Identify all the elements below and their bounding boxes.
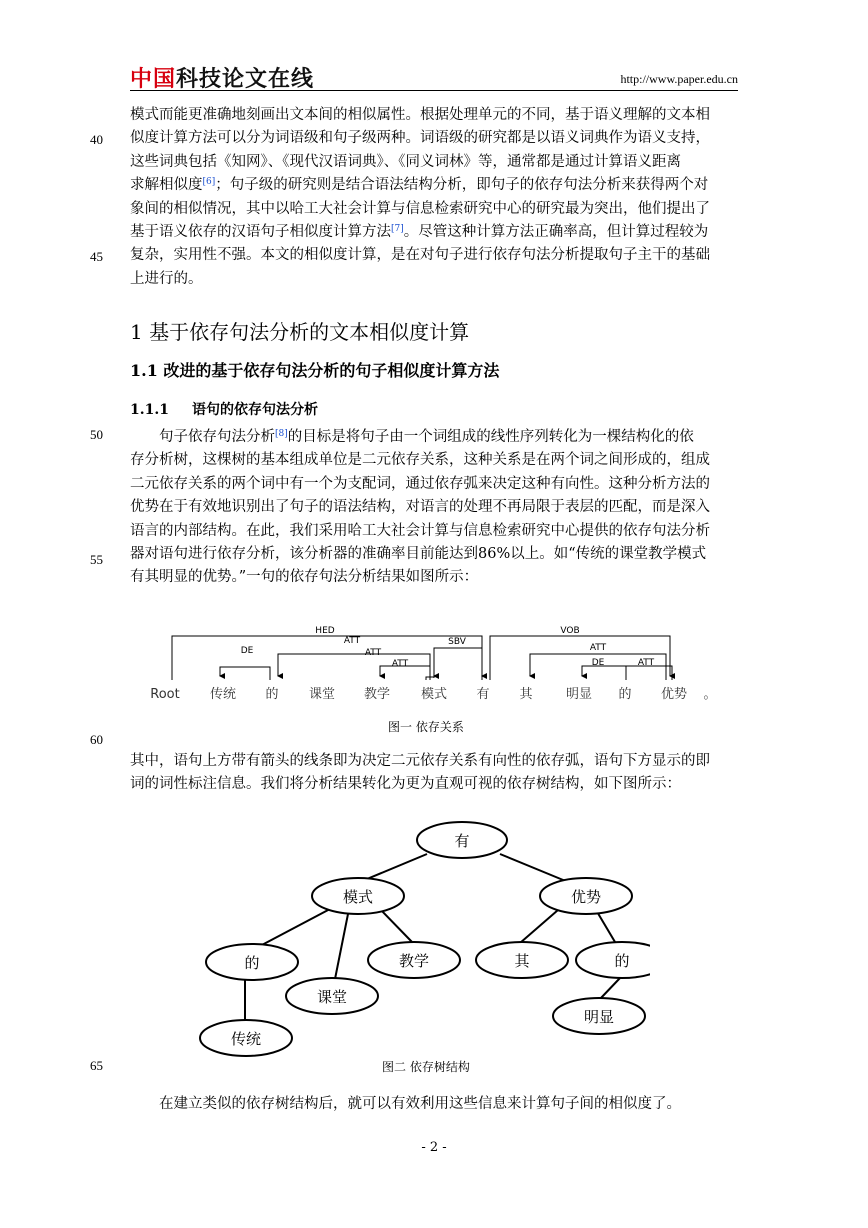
- text-line: 器对语句进行依存分析，该分析器的准确率目前能达到86%以上。如“传统的课堂教学模式: [130, 545, 707, 562]
- section-1-heading: 1 基于依存句法分析的文本相似度计算: [130, 320, 470, 344]
- figure-2-caption: 图二 依存树结构: [382, 1060, 470, 1074]
- text-line: 这些词典包括《知网》、《现代汉语词典》、《同义词林》等，通常都是通过计算语义距离: [130, 153, 681, 170]
- text-span: 基于语义依存的汉语句子相似度计算方法: [130, 223, 391, 240]
- text-line: 复杂，实用性不强。本文的相似度计算，是在对句子进行依存句法分析提取句子主干的基础: [130, 247, 710, 264]
- arc-hed: [172, 636, 482, 680]
- text-line: 词的词性标注信息。我们将分析结果转化为更为直观可视的依存树结构，如下图所示：: [130, 776, 681, 793]
- arc-label-att: ATT: [343, 636, 361, 646]
- logo-dark-text: 科技论文在线: [176, 67, 315, 92]
- text-line: 二元依存关系的两个词中有一个为支配词，通过依存弧来决定这种有向性。这种分析方法的: [130, 475, 710, 492]
- section-number: 1.1.1: [130, 402, 169, 418]
- word: 的: [265, 687, 279, 702]
- word: 传统: [209, 687, 237, 702]
- word: 的: [618, 687, 632, 702]
- text-span: ；句子级的研究则是结合语法结构分析，即句子的依存句法分析来获得两个对: [215, 177, 709, 194]
- paragraph-2: [130, 426, 738, 590]
- page-header: [130, 60, 738, 91]
- text-span: 。尽管这种计算方法正确率高，但计算过程较为: [403, 223, 709, 240]
- word: 优势: [660, 687, 688, 702]
- text-line: 存分析树，这棵树的基本组成单位是二元依存关系，这种关系是在两个词之间形成的，组成: [130, 452, 710, 469]
- line-number-55: 55: [90, 552, 103, 567]
- header-url: http://www.paper.edu.cn: [620, 72, 738, 86]
- line-number-40: 40: [90, 132, 103, 147]
- tree-node-label: 的: [614, 952, 630, 970]
- arc-label-att: ATT: [637, 658, 655, 668]
- tree-edge: [520, 910, 558, 943]
- arc-label-att: ATT: [391, 659, 409, 669]
- figure-1-caption: 图一 依存关系: [388, 720, 464, 734]
- arc-label-att: ATT: [364, 648, 382, 658]
- tree-edge: [596, 910, 615, 942]
- word: 明显: [565, 687, 593, 702]
- arc-label-de: DE: [591, 658, 605, 668]
- text-line: 似度计算方法可以分为词语级和句子级两种。词语级的研究都是以语义词典作为语义支持，: [130, 130, 710, 147]
- tree-edge: [260, 909, 330, 946]
- tree-node-label: 的: [244, 954, 260, 972]
- text-line: 其中，语句上方带有箭头的线条即为决定二元依存关系有向性的依存弧，语句下方显示的即: [130, 753, 710, 769]
- tree-node-label: 教学: [398, 952, 430, 970]
- citation-7[interactable]: [7]: [391, 223, 404, 234]
- arc-label-sbv: SBV: [448, 637, 466, 647]
- tree-node-de-2: [576, 942, 650, 978]
- paragraph-4: [130, 1093, 738, 1116]
- site-logo: [130, 62, 314, 93]
- text-line: [130, 426, 738, 449]
- tree-edge: [500, 854, 568, 882]
- arc-label-att: ATT: [589, 643, 607, 653]
- text-line: 有其明显的优势。”一句的依存句法分析结果如图所示：: [130, 569, 479, 586]
- text-line: 优势在于有效地识别出了句子的语法结构，对语言的处理不再局限于表层的匹配，而是深入: [130, 499, 710, 516]
- word: 其: [519, 687, 533, 702]
- line-number-50: 50: [90, 427, 103, 442]
- arc-label-vob: VOB: [560, 626, 580, 636]
- tree-node-label: 模式: [342, 888, 374, 906]
- arc-de-2: [582, 666, 626, 680]
- paragraph-1: [130, 104, 738, 291]
- text-span: 求解相似度: [130, 177, 203, 194]
- text-line: 语言的内部结构。在此，我们采用哈工大社会计算与信息检索研究中心提供的依存句法分析: [130, 522, 710, 539]
- logo-red-text: 中国: [130, 67, 177, 92]
- page-number: - 2 -: [421, 1140, 447, 1155]
- paragraph-3: [130, 750, 738, 797]
- text-line: 模式而能更准确地刻画出文本间的相似属性。根据处理单元的不同，基于语义理解的文本相: [130, 107, 710, 123]
- tree-node-label: 有: [454, 832, 470, 850]
- tree-edge: [600, 978, 620, 999]
- line-number-45: 45: [90, 249, 103, 264]
- line-number-60: 60: [90, 732, 103, 747]
- figure-1-dependency-arcs: [140, 620, 740, 710]
- word: 教学: [363, 687, 391, 702]
- arc-de-1: [220, 667, 270, 680]
- text-span: 句子依存句法分析: [159, 429, 275, 445]
- arc-sbv: [434, 648, 482, 680]
- text-line: [130, 174, 738, 197]
- arc-label-de: DE: [240, 646, 254, 656]
- tree-edge: [335, 914, 348, 979]
- text-line: 象间的相似情况，其中以哈工大社会计算与信息检索研究中心的研究最为突出，他们提出了: [130, 200, 710, 217]
- tree-node-label: 课堂: [316, 988, 348, 1006]
- line-number-65: 65: [90, 1058, 103, 1073]
- citation-6[interactable]: [6]: [202, 177, 216, 188]
- tree-node-label: 其: [514, 952, 530, 970]
- word: 。: [703, 687, 717, 702]
- arc-att-5: [626, 666, 672, 680]
- text-line: 上进行的。: [130, 270, 203, 287]
- tree-node-label: 传统: [230, 1030, 262, 1048]
- word: 课堂: [308, 687, 336, 702]
- tree-edge: [380, 909, 412, 942]
- figure-2-dependency-tree: [190, 812, 650, 1057]
- tree-node-label: 优势: [570, 888, 602, 906]
- text-span: 的目标是将句子由一个词组成的线性序列转化为一棵结构化的依: [287, 429, 694, 445]
- word: 模式: [420, 687, 448, 702]
- word: 有: [476, 687, 490, 702]
- tree-node-label: 明显: [583, 1008, 615, 1026]
- section-1-1-1-heading: [130, 399, 318, 419]
- section-1-1-heading: 1.1 改进的基于依存句法分析的句子相似度计算方法: [130, 361, 500, 380]
- citation-8[interactable]: [8]: [275, 429, 288, 439]
- section-title: 语句的依存句法分析: [192, 402, 318, 418]
- text-line: 在建立类似的依存树结构后，就可以有效利用这些信息来计算句子间的相似度了。: [159, 1096, 681, 1112]
- text-line: [130, 221, 738, 244]
- word-root: Root: [150, 687, 180, 702]
- arc-label-hed: HED: [315, 626, 335, 636]
